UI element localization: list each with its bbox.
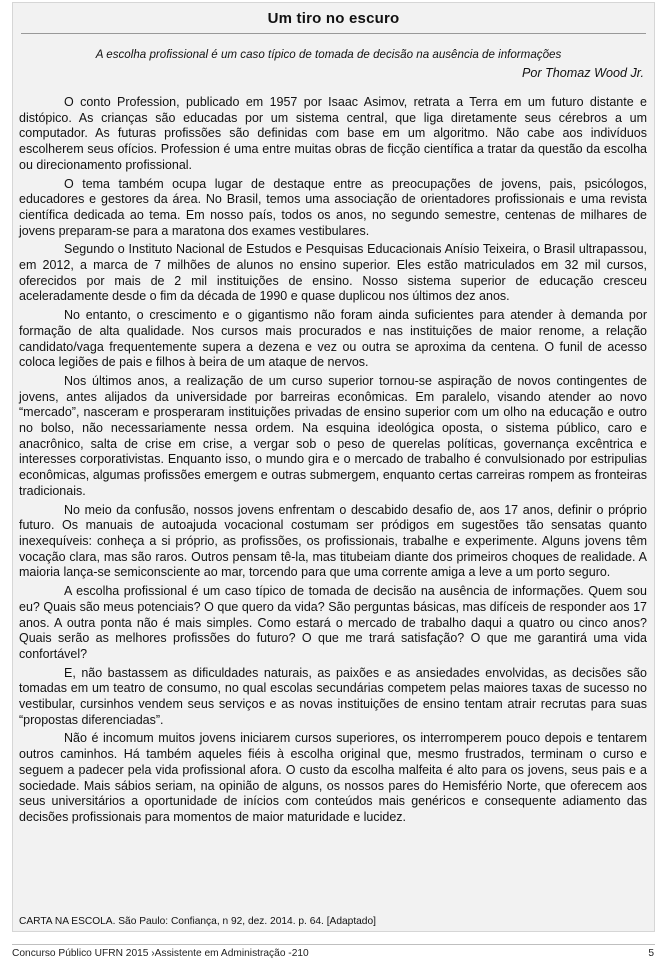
paragraph-7: A escolha profissional é um caso típico de tomada de decisão na ausência de informações. Quem sou eu? Quais são meus potenciais? O que quero da vida? São perguntas básicas, mas difíceis de responder aos 17 anos. A outra ponta não é mais simples. Como estará o mercado de trabalho daqui a quatro ou cinco anos? Quais serão as melhores profissões do futuro? O que me trará satisfação? O que me garantirá uma vida confortável? (19, 584, 647, 661)
paragraph-1: O conto Profession, publicado em 1957 por Isaac Asimov, retrata a Terra em um futuro distante e distópico. As crianças são educadas por um sistema central, que liga diretamente seus cérebros a um computador. As futuras profissões são definidas com base em um algoritmo. Não cabe aos indivíduos escolherem seus ofícios. Profession é uma entre muitas obras de ficção científica a tratar da questão da escolha ou direcionamento profissional. (19, 95, 647, 172)
article-body (19, 95, 647, 829)
paragraph-5: Nos últimos anos, a realização de um curso superior tornou-se aspiração de novos contingentes de jovens, antes alijados da universidade por barreiras econômicas. Em paralelo, visando atender ao novo “mercado”, nasceram e prosperaram instituições privadas de ensino superior com um olho na educação e outro no bolso, não necessariamente nessa ordem. Na esquina ideológica oposta, o sistema público, caro e anacrônico, salta de crise em crise, a vergar sob o peso de querelas políticas, governança excêntrica e interesses corporativistas. Enquanto isso, o mundo gira e o mercado de trabalho é convulsionado por estripulias econômicas, algumas profissões emergem e outras submergem, enquanto certas carreiras rompem as fronteiras tradicionais. (19, 373, 647, 498)
paragraph-4: No entanto, o crescimento e o gigantismo não foram ainda suficientes para atender à demanda por formação de alta qualidade. Nos cursos mais procurados e nas instituições de maior renome, a relação candidato/vaga frequentemente supera a dezena e vez ou outra se aproxima da centena. O funil de acesso coloca legiões de pais e filhos à beira de um ataque de nervos. (19, 308, 647, 370)
title-divider (21, 33, 646, 34)
footer-exam-info: Concurso Público UFRN 2015 ›Assistente em Administração -210 (12, 948, 309, 959)
paragraph-2: O tema também ocupa lugar de destaque entre as preocupações de jovens, pais, psicólogos, educadores e gestores da área. No Brasil, temos uma associação de orientadores profissionais e uma revista científica dedicada ao tema. Em nosso país, todos os anos, no segundo semestre, centenas de milhares de jovens preparam-se para a maratona dos exames vestibulares. (19, 176, 647, 238)
article-subtitle: A escolha profissional é um caso típico de tomada de decisão na ausência de informações (95, 48, 562, 61)
article-title: Um tiro no escuro (267, 10, 400, 27)
paragraph-6: No meio da confusão, nossos jovens enfrentam o descabido desafio de, aos 17 anos, definir o próprio futuro. Os manuais de autoajuda vocacional costumam ser pródigos em sugestões tão sensatas quanto inexequíveis: conheça a si próprio, as profissões, os profissionais, trabalhe e experimente. Alguns jovens têm vocação clara, mas são raros. Outros pensam tê-la, mas titubeiam diante dos primeiros choques de realidade. A maioria lança-se semiconsciente ao mar, torcendo para que uma corrente amiga a leve a um porto seguro. (19, 502, 647, 580)
paragraph-9: Não é incomum muitos jovens iniciarem cursos superiores, os interromperem pouco depois e tentarem outros caminhos. Há também aqueles fiéis à escolha original que, mesmo frustrados, terminam o curso e seguem a padecer pela vida profissional afora. O custo da escolha malfeita é alto para os jovens, seus pais e a sociedade. Mais sábios seriam, na opinião de alguns, os nossos pares do Hemisfério Norte, que oferecem aos seus universitários a oportunidade de inícios com conteúdos mais genéricos e consequente adiamento das decisões profissionais para momentos de maior maturidade e lucidez. (19, 731, 647, 824)
text-page (12, 2, 655, 932)
article-author: Por Thomaz Wood Jr. (521, 66, 644, 80)
page-number: 5 (648, 948, 654, 959)
footer-divider (12, 944, 655, 945)
paragraph-3: Segundo o Instituto Nacional de Estudos e Pesquisas Educacionais Anísio Teixeira, o Brasil ultrapassou, em 2012, a marca de 7 milhões de alunos no ensino superior. Eles estão matriculados em 32 mil cursos, oferecidos por mais de 2 mil instituições de ensino. Nosso sistema superior de educação cresceu aceleradamente desde o fim da década de 1990 e quase duplicou nos últimos dez anos. (19, 242, 647, 304)
article-source: CARTA NA ESCOLA. São Paulo: Confiança, n 92, dez. 2014. p. 64. [Adaptado] (19, 916, 376, 927)
paragraph-8: E, não bastassem as dificuldades naturais, as paixões e as ansiedades envolvidas, as decisões são tomadas em um teatro de consumo, no qual escolas secundárias competem pelas maiores taxas de sucesso no vestibular, cursinhos vendem seus serviços e as novas instituições de ensino tentam atrair recrutas para suas “propostas diferenciadas”. (19, 665, 647, 727)
